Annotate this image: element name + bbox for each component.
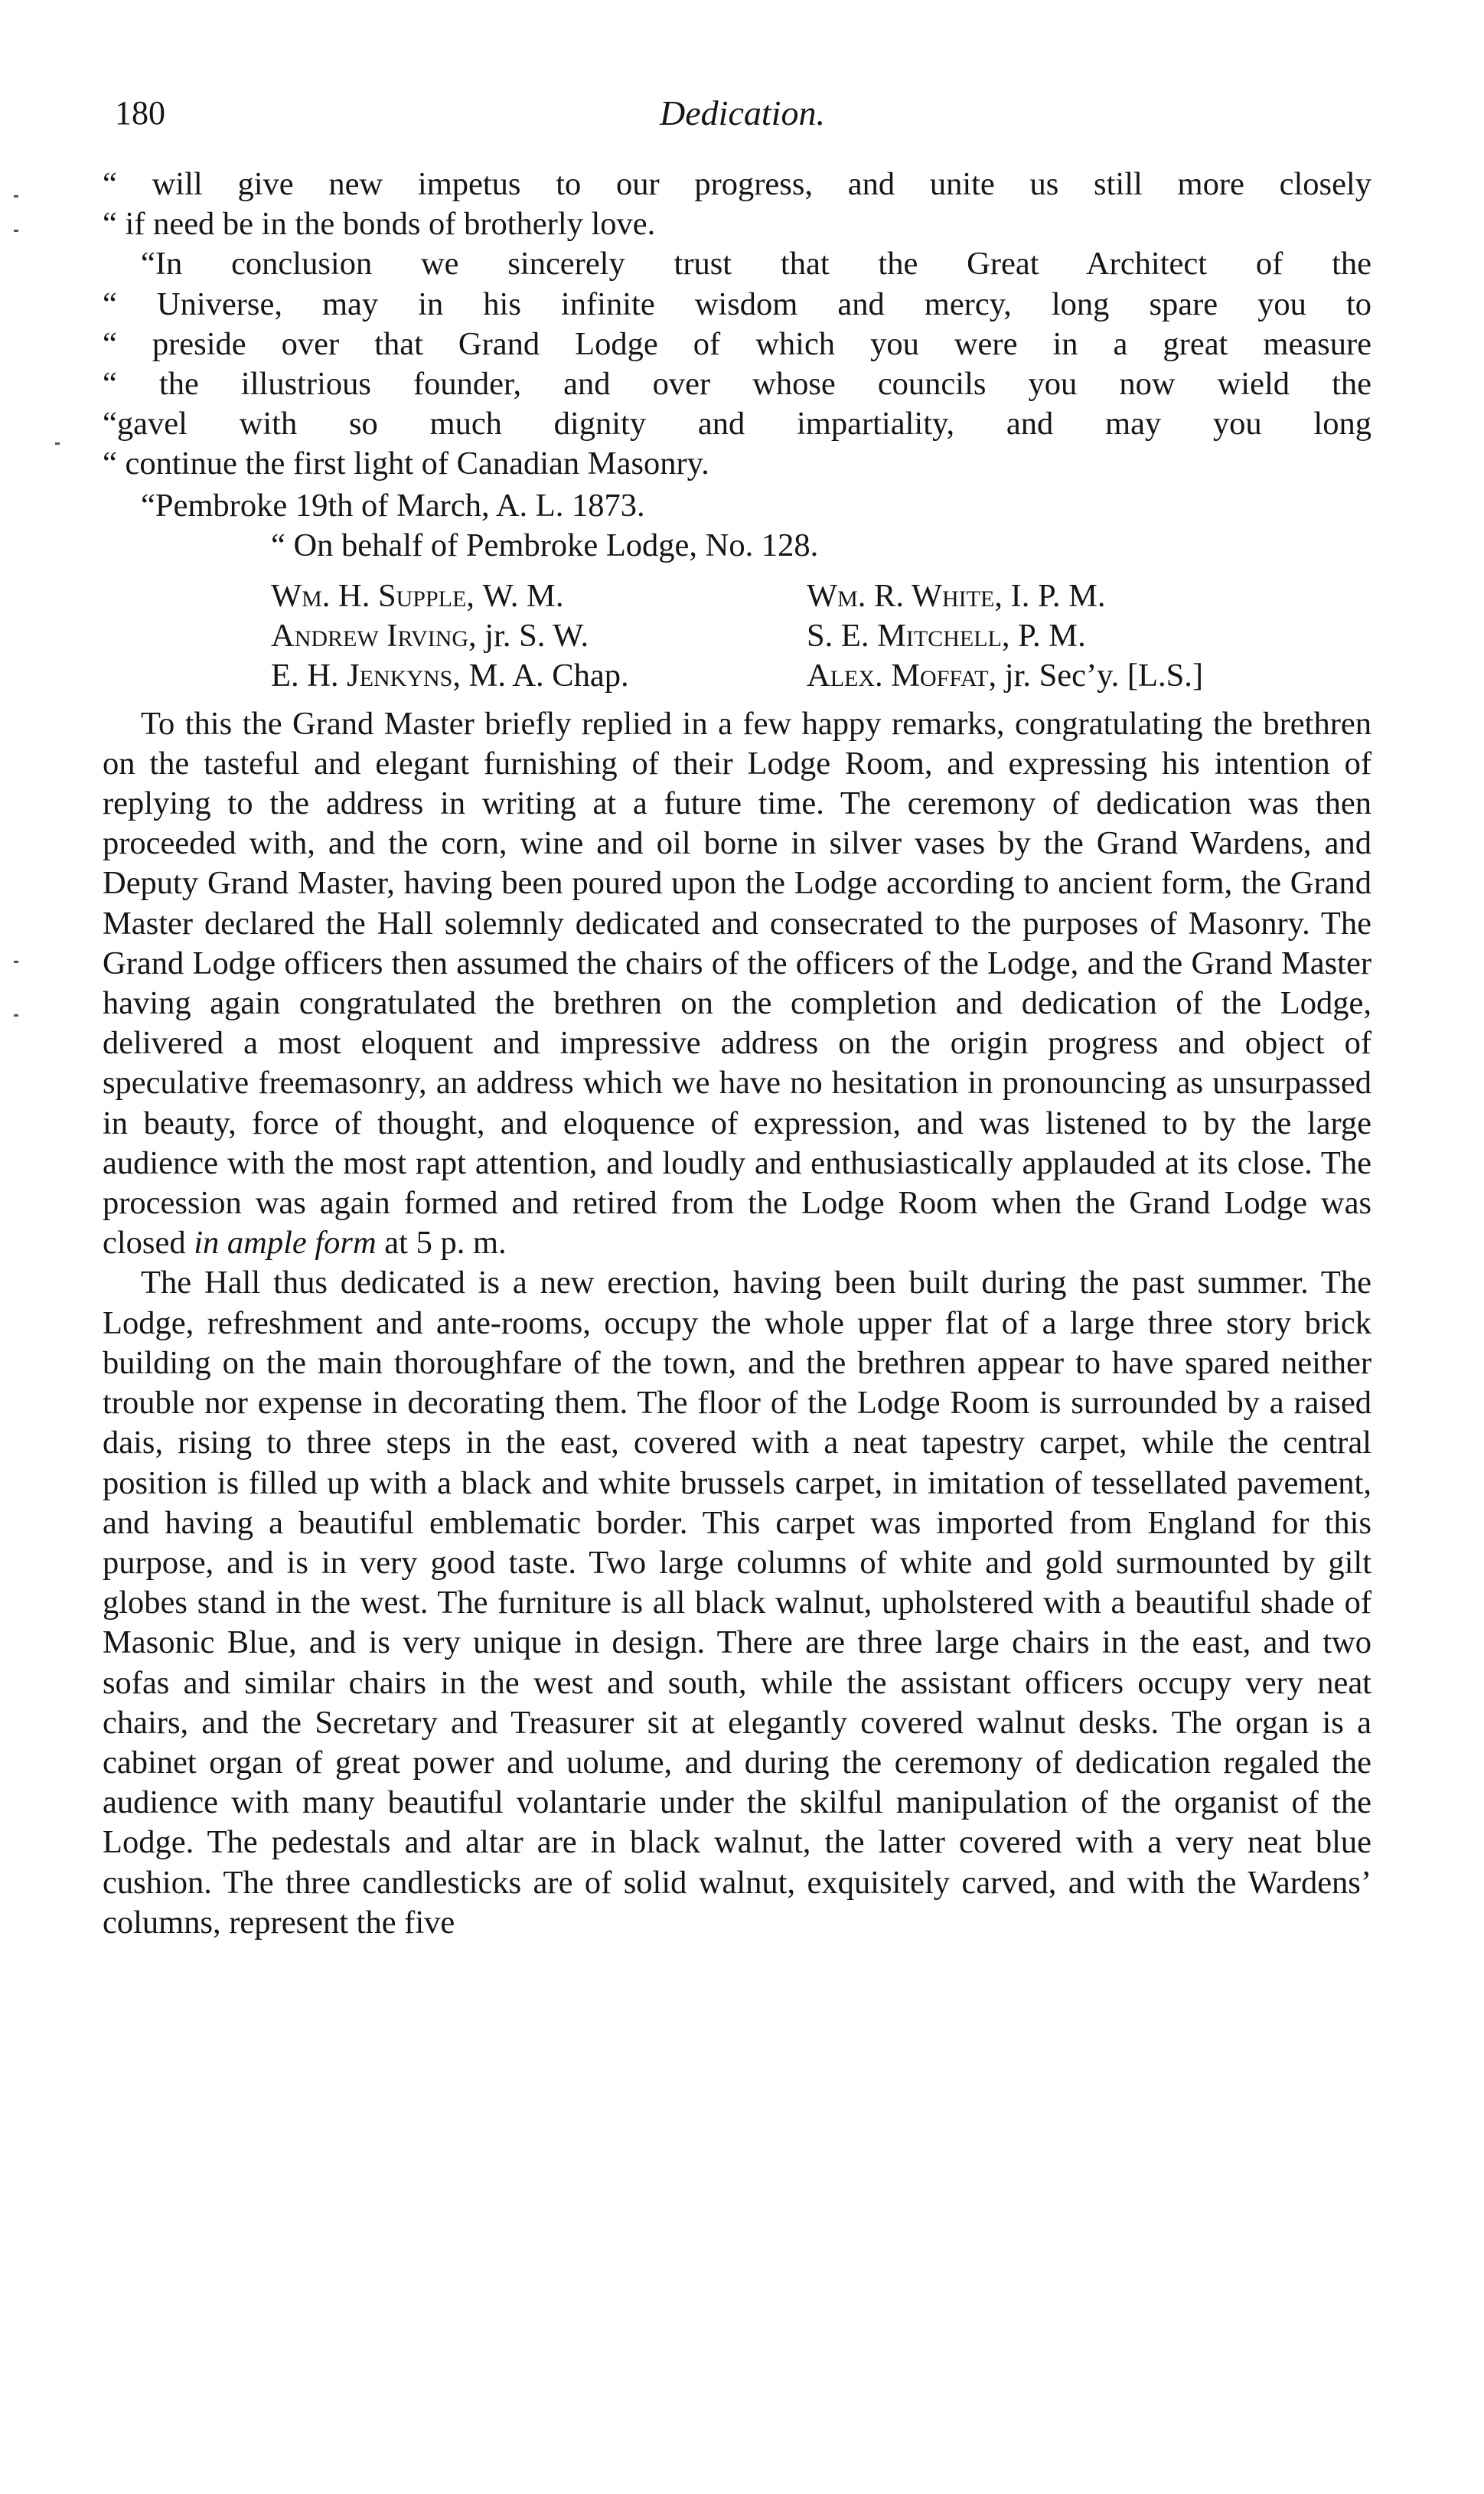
signature: Wm. R. White, I. P. M. <box>807 578 1106 615</box>
page-body <box>103 165 1371 1943</box>
quote-line: “ if need be in the bonds of brotherly love. <box>103 206 656 243</box>
page-number: 180 <box>115 94 165 132</box>
margin-mark <box>14 195 18 197</box>
page-header <box>115 90 1370 144</box>
italic-phrase: in ample form <box>194 1225 377 1262</box>
paragraph-reply: To this the Grand Master briefly replied in a few happy remarks, congratulating the brethren on the tasteful and elegant furnishing of their Lodge Room, and expressing his intention of replying to the address in writing at a future time. The ceremony of dedication was then proceeded with, and the corn, wine and oil borne in silver vases by the Grand Wardens, and Deputy Grand Master, having been poured upon the Lodge according to ancient form, the Grand Master declared the Hall solemnly dedicated and consecrated to the purposes of Masonry. The Grand Lodge officers then assumed the chairs of the officers of the Lodge, and the Grand Master having again congratulated the brethren on the completion and dedication of the Lodge, delivered a most eloquent and impressive address on the origin progress and object of speculative freemasonry, an address which we have no hesitation in pronouncing as unsurpassed in beauty, force of thought, and eloquence of expression, and was listened to by the large audience with the most rapt attention, and loudly and enthusiastically applauded at its close. The procession was again formed and retired from the Lodge Room when the Grand Lodge was closed in ample form at 5 p. m. <box>103 705 1371 1262</box>
margin-mark <box>14 230 18 232</box>
paragraph-hall: The Hall thus dedicated is a new erection, having been built during the past summer. The Lodge, refreshment and ante-rooms, occupy the whole upper flat of a large three story brick building on the main thoroughfare of the town, and the brethren appear to have spared neither trouble nor expense in decorating them. The floor of the Lodge Room is surrounded by a raised dais, rising to three steps in the east, covered with a neat tapestry carpet, while the central position is filled up with a black and white brussels carpet, in imitation of tessellated pavement, and having a beautiful emblematic border. This carpet was imported from England for this purpose, and is in very good taste. Two large columns of white and gold surmounted by gilt globes stand in the west. The furniture is all black walnut, upholstered with a beautiful shade of Masonic Blue, and is very unique in design. There are three large chairs in the east, and two sofas and similar chairs in the west and south, while the assistant officers occupy very neat chairs, and the Secretary and Treasurer sit at elegantly covered walnut desks. The organ is a cabinet organ of great power and uolume, and during the ceremony of dedication regaled the audience with many beautiful volantarie under the skilful manipulation of the organist of the Lodge. The pedestals and altar are in black walnut, the latter covered with a very neat blue cushion. The three candlesticks are of solid walnut, exquisitely carved, and with the Wardens’ columns, represent the five <box>103 1265 1371 1941</box>
quote-line: “ continue the first light of Canadian Masonry. <box>103 446 709 482</box>
margin-mark <box>55 442 60 445</box>
signature-block <box>271 576 1371 697</box>
date-line: “Pembroke 19th of March, A. L. 1873. <box>141 487 645 524</box>
signature: Alex. Moffat, jr. Sec’y. [L.S.] <box>807 658 1204 694</box>
signature: Wm. H. Supple, W. M. <box>271 578 564 615</box>
quote-line: “gavel with so much dignity and impartiality, and may you long <box>103 406 1371 442</box>
address-quote <box>103 165 1371 566</box>
quote-line: “ the illustrious founder, and over whose councils you now wield the <box>103 366 1371 403</box>
quote-line: “In conclusion we sincerely trust that the Great Architect of the <box>141 246 1371 282</box>
signature: Andrew Irving, jr. S. W. <box>271 618 589 655</box>
quote-line: “ Universe, may in his infinite wisdom and mercy, long spare you to <box>103 286 1371 322</box>
margin-mark <box>14 961 18 963</box>
quote-line: “ preside over that Grand Lodge of which you were in a great measure <box>103 325 1371 362</box>
signature: E. H. Jenkyns, M. A. Chap. <box>271 658 629 694</box>
quote-line: “ will give new impetus to our progress, and unite us still more closely <box>103 166 1371 202</box>
margin-mark <box>14 1014 18 1017</box>
behalf-line: “ On behalf of Pembroke Lodge, No. 128. <box>271 527 819 563</box>
running-title: Dedication. <box>660 93 825 132</box>
signature: S. E. Mitchell, P. M. <box>807 618 1086 655</box>
